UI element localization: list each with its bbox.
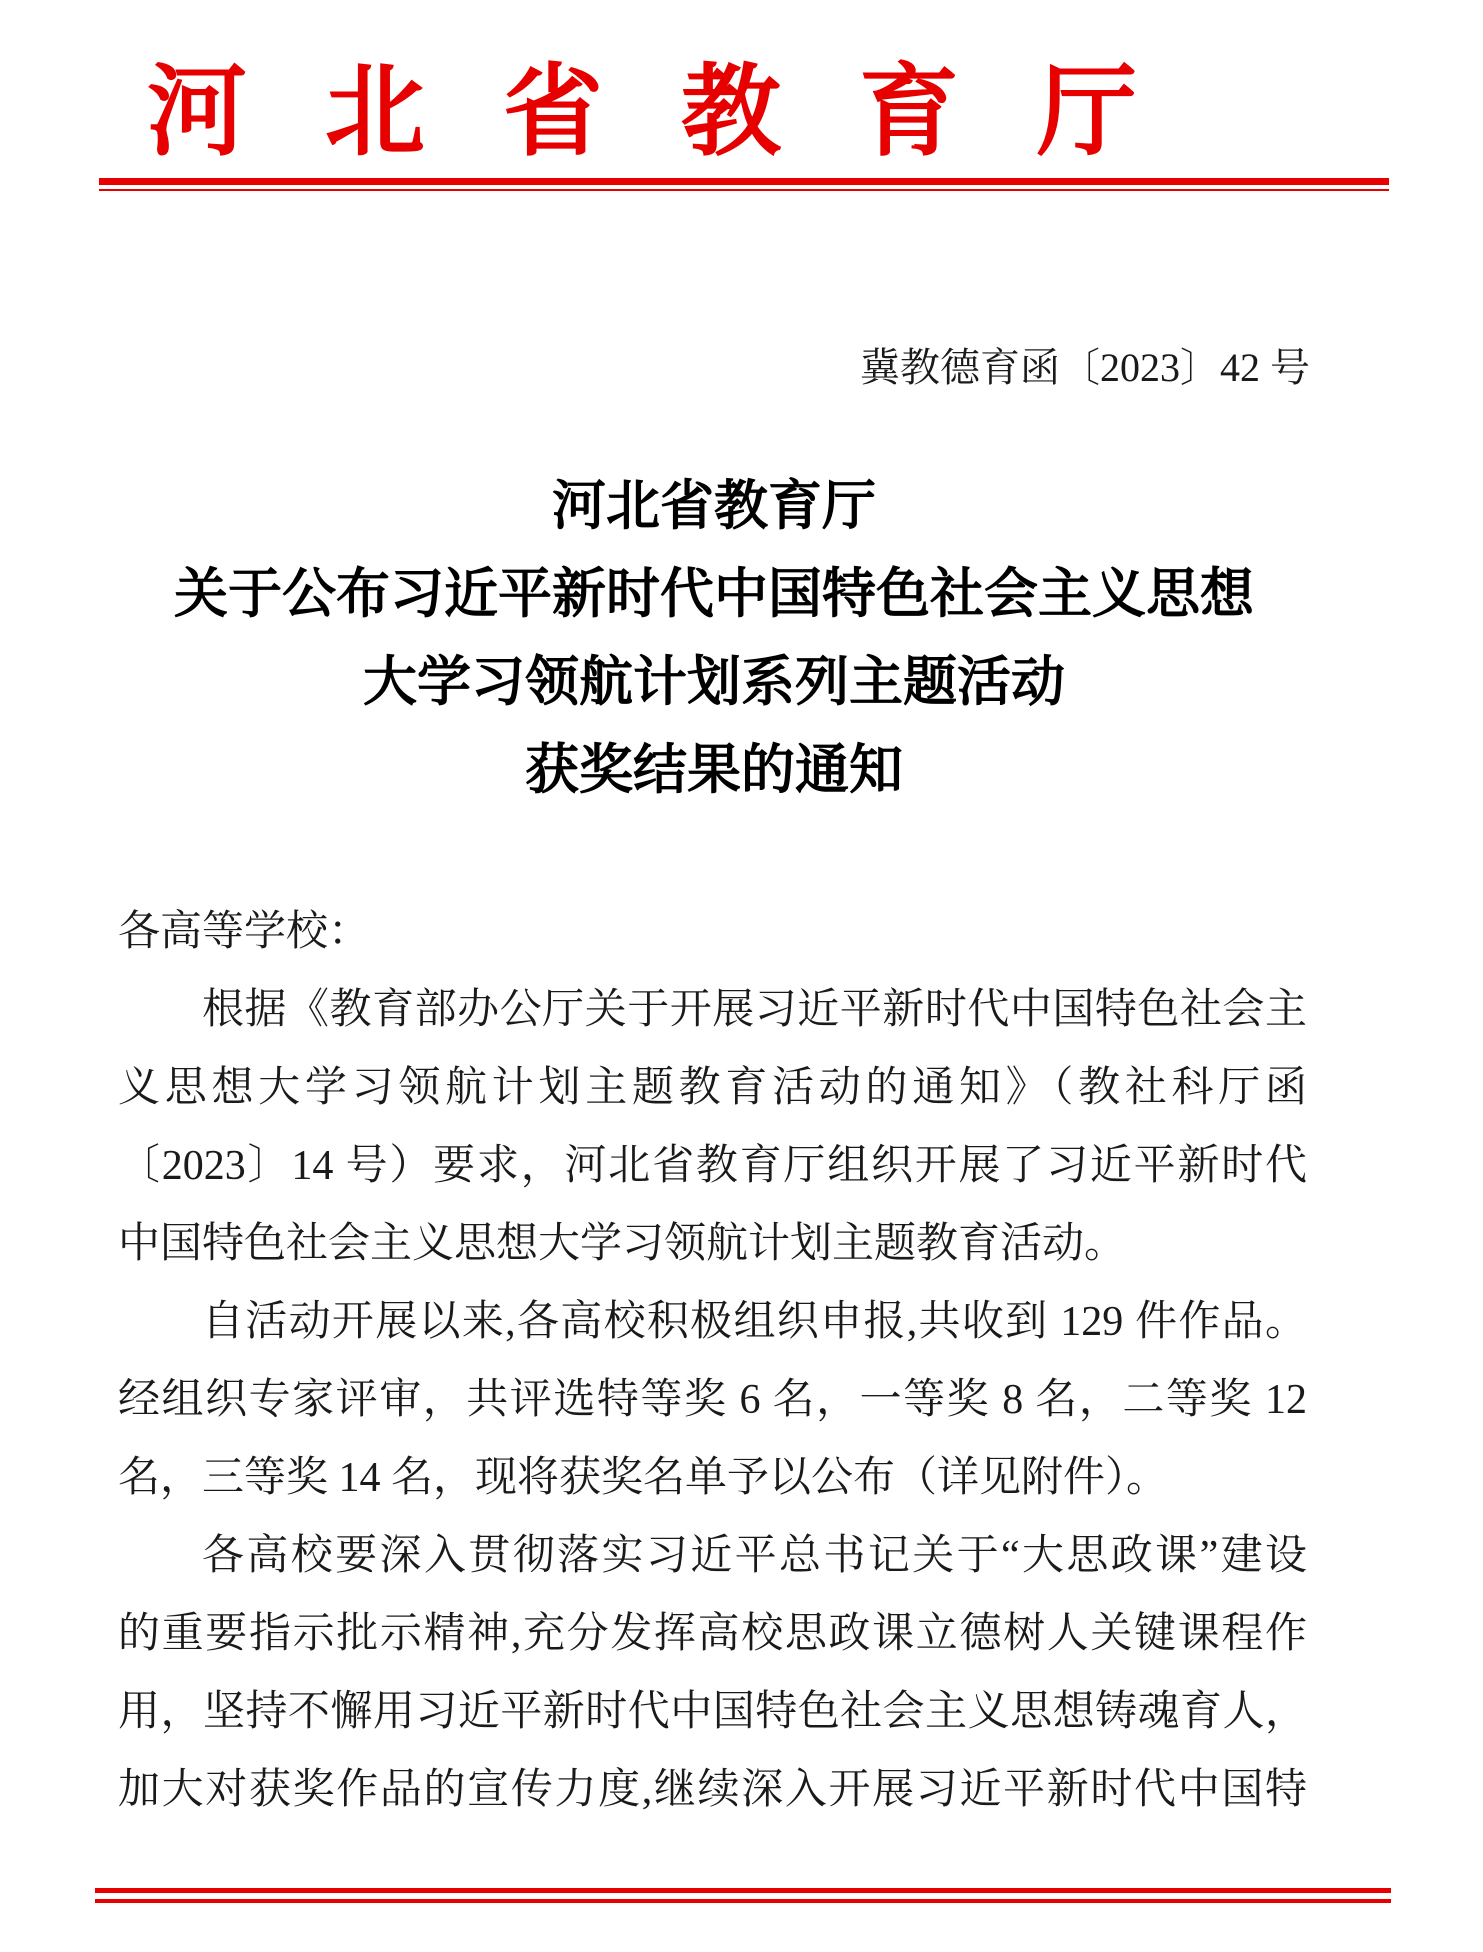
agency-letterhead: 河北省教育厅 <box>147 57 1215 168</box>
paragraph-1-line-4: 中国特色社会主义思想大学习领航计划主题教育活动。 <box>118 1221 1127 1267</box>
paragraph-3-line-2: 的重要指示批示精神,充分发挥高校思政课立德树人关键课程作 <box>118 1611 1307 1657</box>
salutation: 各高等学校： <box>118 909 371 955</box>
footer-divider-rule <box>95 1888 1391 1903</box>
document-body <box>118 893 1307 1829</box>
paragraph-3-line-4: 加大对获奖作品的宣传力度,继续深入开展习近平新时代中国特 <box>118 1767 1307 1813</box>
paragraph-2-line-1: 自活动开展以来,各高校积极组织申报,共收到 129 件作品。 <box>202 1299 1307 1345</box>
document-number: 冀教德育函〔2023〕42 号 <box>860 345 1310 390</box>
paragraph-1-line-3: 〔2023〕14 号）要求，河北省教育厅组织开展了习近平新时代 <box>118 1143 1307 1189</box>
title-line-4: 获奖结果的通知 <box>525 740 903 800</box>
paragraph-2-line-3: 名，三等奖 14 名，现将获奖名单予以公布（详见附件）。 <box>118 1455 1169 1501</box>
paragraph-3-line-1: 各高校要深入贯彻落实习近平总书记关于“大思政课”建设 <box>202 1533 1307 1579</box>
title-line-1: 河北省教育厅 <box>552 476 876 536</box>
title-line-3: 大学习领航计划系列主题活动 <box>363 652 1065 712</box>
paragraph-1-line-2: 义思想大学习领航计划主题教育活动的通知》（教社科厅函 <box>118 1065 1307 1111</box>
paragraph-1-line-1: 根据《教育部办公厅关于开展习近平新时代中国特色社会主 <box>202 987 1307 1033</box>
document-title <box>118 462 1310 814</box>
paragraph-3-line-3: 用，坚持不懈用习近平新时代中国特色社会主义思想铸魂育人， <box>118 1689 1307 1735</box>
paragraph-2-line-2: 经组织专家评审，共评选特等奖 6 名，一等奖 8 名，二等奖 12 <box>118 1377 1307 1423</box>
title-line-2: 关于公布习近平新时代中国特色社会主义思想 <box>174 564 1254 624</box>
header-divider-rule <box>99 178 1389 191</box>
